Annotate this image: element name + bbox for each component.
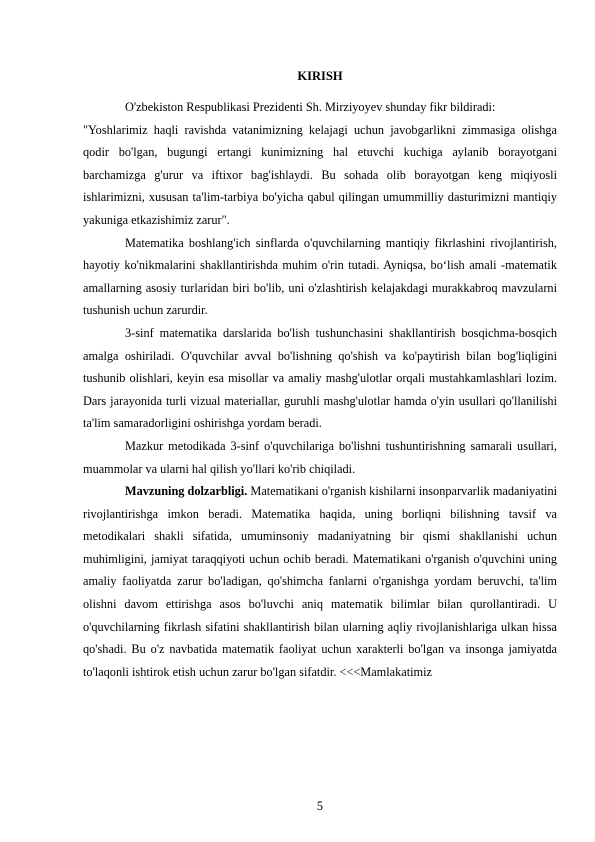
paragraph-importance: [83, 232, 557, 322]
paragraph-grade3: [83, 322, 557, 435]
section-title: KIRISH: [297, 69, 343, 83]
paragraph-lead: Mavzuning dolzarbligi.: [125, 484, 248, 499]
paragraph-methodology: [83, 435, 557, 480]
paragraph-text: Matematika boshlang'ich sinflarda o'quvchilarning mantiqiy fikrlashini rivojlantirish, hayotiy ko'nikmalarini shakllantirishda muhim o'rin tutadi. Ayniqsa, bo‘lish amali -matematik amallarning asosiy turlaridan biri bo'lib, uni o'zlashtirish kelajakdagi murakkabroq mavzularni tushunish uchun zarurdir.: [83, 235, 557, 318]
paragraph-text: "Yoshlarimiz haqli ravishda vatanimizning kelajagi uchun javobgarlikni zimmasiga olishga qodir bo'lgan, bugungi ertangi kunimizning hal etuvchi kuchiga aylanib borayotgani barchamizga g'urur va iftixor bag'ishlaydi. Bu sohada olib borayotgan keng miqiyosli ishlarimizni, xususan ta'lim-tarbiya bo'yicha qabul qilingan umummilliy dasturimizni mantiqiy yakuniga etkazishimiz zarur".: [83, 122, 557, 227]
page-number: 5: [316, 799, 324, 813]
paragraph-intro: [83, 96, 557, 119]
document-body: [83, 96, 557, 683]
paragraph-text: 3-sinf matematika darslarida bo'lish tushunchasini shakllantirish bosqichma-bosqich amalga oshiriladi. O'quvchilar avval bo'lishning qo'shish va ko'paytirish bilan bog'liqligini tushunib olishlari, keyin esa misollar va amaliy mashg'ulotlar orqali mustahkamlashlari lozim. Dars jarayonida turli vizual materiallar, guruhli mashg'ulotlar hamda o'yin usullari qo'llanilishi ta'lim samaradorligini oshirishga yordam beradi.: [83, 325, 557, 431]
paragraph-text: Mazkur metodikada 3-sinf o'quvchilariga bo'lishni tushuntirishning samarali usullari, muammolar va ularni hal qilish yo'llari ko'rib chiqiladi.: [83, 438, 557, 476]
paragraph-text: O'zbekiston Respublikasi Prezidenti Sh. Mirziyoyev shunday fikr bildiradi:: [125, 100, 496, 114]
paragraph-text: Matematikani o'rganish kishilarni insonparvarlik madaniyatini rivojlantirishga imkon beradi. Matematika haqida, uning borliqni bilishning tavsif va metodikalari shakli sifatida, umuminsoniy madaniyatning bir qismi shakllanishi uchun muhimligini, jamiyat taraqqiyoti uchun ochib beradi. Matematikani o'rganish o'quvchini uning amaliy faoliyatda zarur bo'ladigan, qo'shimcha fanlarni o'rganishga yordam beruvchi, ta'lim olishni davom ettirishga asos bo'luvchi aniq matematik bilimlar bilan qurollantiradi. U o'quvchilarning fikrlash sifatini shakllantirish bilan ularning aqliy rivojlanishlariga ulkan hissa qo'shadi. Bu o'z navbatida matematik faoliyat uchun xarakterli bo'lgan va insonga jamiyatda to'laqonli ishtirok etish uchun zarur bo'lgan sifatdir. <<<Mamlakatimiz: [83, 484, 558, 679]
paragraph-relevance: [83, 480, 557, 683]
paragraph-quote: [83, 119, 557, 232]
